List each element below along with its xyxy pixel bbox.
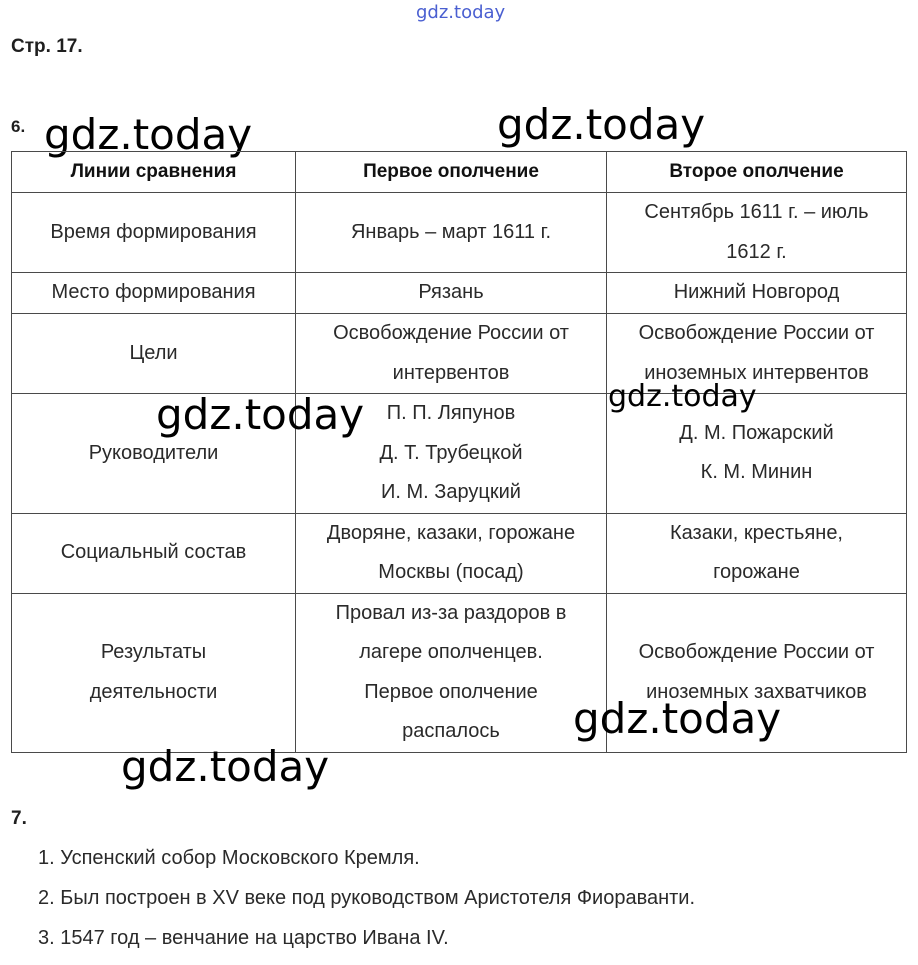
header-cell: Линии сравнения: [12, 152, 296, 193]
second-militia-cell: Казаки, крестьяне, горожане: [607, 513, 907, 593]
table-row: [12, 513, 907, 593]
first-militia-cell: Дворяне, казаки, горожане Москвы (посад): [296, 513, 607, 593]
second-militia-cell: Нижний Новгород: [607, 273, 907, 314]
first-militia-cell: Провал из-за раздоров в лагере ополченцев. Первое ополчение распалось: [296, 593, 607, 752]
page-number: Стр. 17.: [11, 36, 83, 57]
first-militia-cell: Рязань: [296, 273, 607, 314]
criterion-cell: Социальный состав: [12, 513, 296, 593]
criterion-cell: Время формирования: [12, 193, 296, 273]
first-militia-cell: П. П. Ляпунов Д. Т. Трубецкой И. М. Заруцкий: [296, 394, 607, 514]
header-cell: Второе ополчение: [607, 152, 907, 193]
list-item: 3. 1547 год – венчание на царство Ивана IV.: [38, 927, 449, 949]
table-row: [12, 273, 907, 314]
second-militia-cell: Сентябрь 1611 г. – июль 1612 г.: [607, 193, 907, 273]
table-header-row: [12, 152, 907, 193]
criterion-cell: Результаты деятельности: [12, 593, 296, 752]
criterion-cell: Руководители: [12, 394, 296, 514]
watermark: gdz.today: [156, 390, 365, 439]
second-militia-cell: Д. М. Пожарский К. М. Минин: [607, 394, 907, 514]
criterion-cell: Цели: [12, 314, 296, 394]
section-6-label: 6.: [11, 117, 26, 136]
header-cell: Первое ополчение: [296, 152, 607, 193]
list-item: 2. Был построен в XV веке под руководством Аристотеля Фиораванти.: [38, 887, 696, 909]
table-row: [12, 193, 907, 273]
watermark: gdz.today: [497, 100, 706, 149]
watermark: gdz.today: [608, 379, 757, 414]
list-item: 1. Успенский собор Московского Кремля.: [38, 847, 420, 869]
watermark: gdz.today: [44, 110, 253, 159]
criterion-cell: Место формирования: [12, 273, 296, 314]
watermark-top: gdz.today: [416, 2, 506, 23]
table-row: [12, 394, 907, 514]
answer-list: [38, 840, 695, 960]
watermark: gdz.today: [573, 694, 782, 743]
second-militia-cell: Освобождение России от иноземных захватчиков: [607, 593, 907, 752]
first-militia-cell: Январь – март 1611 г.: [296, 193, 607, 273]
comparison-table: [11, 151, 907, 753]
table-row: [12, 314, 907, 394]
watermark: gdz.today: [121, 742, 330, 791]
first-militia-cell: Освобождение России от интервентов: [296, 314, 607, 394]
second-militia-cell: Освобождение России от иноземных интервентов: [607, 314, 907, 394]
section-7-label: 7.: [11, 808, 27, 829]
